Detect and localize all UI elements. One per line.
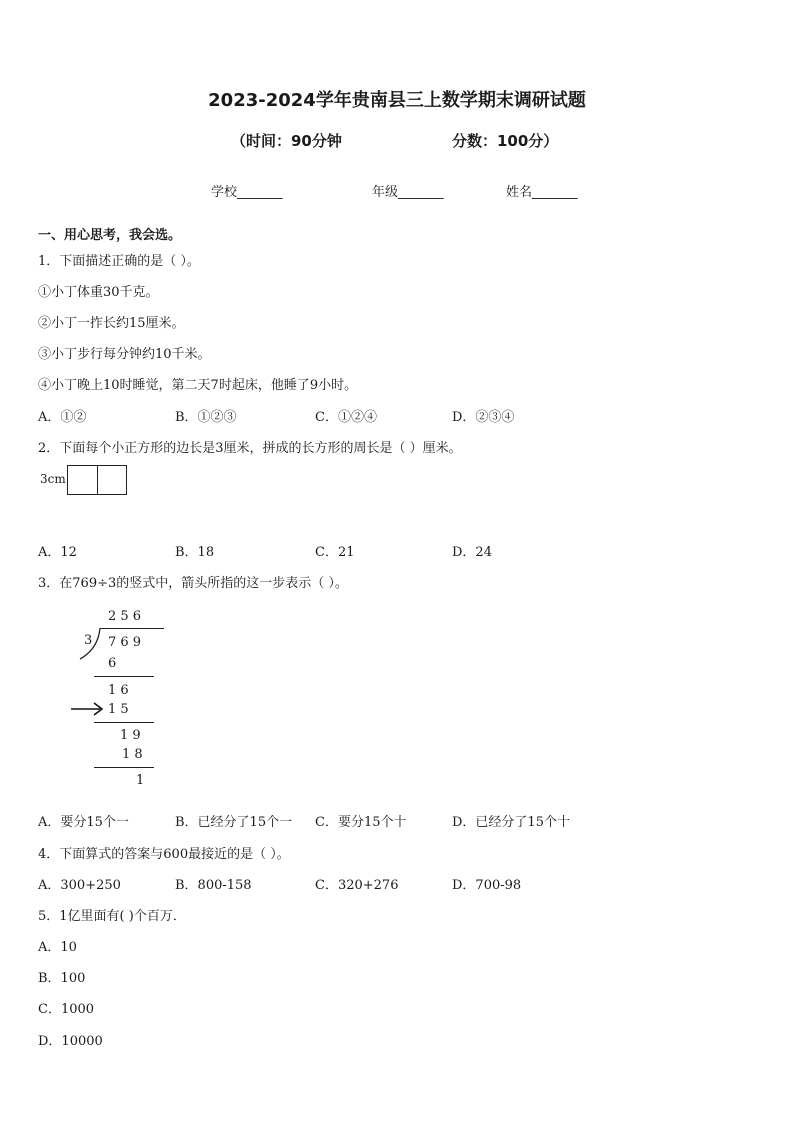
division-remainder: 1 <box>136 773 145 788</box>
division-line-1 <box>94 676 154 677</box>
question-5-option-b[interactable]: B．100 <box>38 971 86 986</box>
question-5-option-c[interactable]: C．1000 <box>38 1002 95 1017</box>
question-1-option-b[interactable]: B．①②③ <box>175 410 237 425</box>
question-1-option-c[interactable]: C．①②④ <box>315 410 377 425</box>
arrow-icon <box>70 702 106 716</box>
question-1-statement-2: ②小丁一拃长约15厘米。 <box>38 316 185 331</box>
division-bar <box>100 628 164 629</box>
question-4-option-a[interactable]: A．300+250 <box>38 878 121 893</box>
question-5-option-a[interactable]: A．10 <box>38 940 77 955</box>
division-step-2: 1 6 <box>108 683 129 698</box>
division-step-1: 6 <box>108 656 117 671</box>
school-field: 学校_______ <box>211 185 283 200</box>
question-3-option-d[interactable]: D．已经分了15个十 <box>452 815 570 830</box>
question-5-stem: 5．1亿里面有( )个百万． <box>38 909 186 924</box>
question-1-statement-3: ③小丁步行每分钟约10千米。 <box>38 347 211 362</box>
square-side-label: 3cm <box>40 472 66 486</box>
question-1-statement-1: ①小丁体重30千克。 <box>38 285 159 300</box>
question-4-option-b[interactable]: B．800-158 <box>175 878 252 893</box>
grade-field: 年级_______ <box>372 185 444 200</box>
question-3-stem: 3．在769÷3的竖式中，箭头所指的这一步表示（ ）。 <box>38 576 348 591</box>
division-quotient: 2 5 6 <box>108 609 142 624</box>
rectangle-figure <box>67 465 127 495</box>
division-step-5: 1 8 <box>122 747 143 762</box>
question-5-option-d[interactable]: D．10000 <box>38 1034 103 1049</box>
question-3-option-a[interactable]: A．要分15个一 <box>38 815 129 830</box>
question-3-option-b[interactable]: B．已经分了15个一 <box>175 815 293 830</box>
question-4-option-d[interactable]: D．700-98 <box>452 878 522 893</box>
page-title: 2023-2024学年贵南县三上数学期末调研试题 <box>208 90 586 111</box>
question-1-option-d[interactable]: D．②③④ <box>452 410 515 425</box>
question-2-option-a[interactable]: A．12 <box>38 545 77 560</box>
section-heading: 一、用心思考，我会选。 <box>38 228 182 243</box>
division-step-4: 1 9 <box>120 728 141 743</box>
question-1-option-a[interactable]: A．①② <box>38 410 87 425</box>
square-divider <box>97 466 98 494</box>
question-1-statement-4: ④小丁晚上10时睡觉，第二天7时起床，他睡了9小时。 <box>38 378 358 393</box>
question-1-stem: 1．下面描述正确的是（ ）。 <box>38 254 200 269</box>
question-2-option-c[interactable]: C．21 <box>315 545 355 560</box>
question-2-stem: 2．下面每个小正方形的边长是3厘米，拼成的长方形的周长是（ ）厘米。 <box>38 441 462 456</box>
division-line-3 <box>94 767 154 768</box>
name-field: 姓名_______ <box>506 185 578 200</box>
question-4-stem: 4．下面算式的答案与600最接近的是（ ）。 <box>38 847 290 862</box>
question-4-option-c[interactable]: C．320+276 <box>315 878 399 893</box>
division-divisor: 3 <box>84 633 93 648</box>
division-dividend: 7 6 9 <box>108 635 142 650</box>
division-line-2 <box>94 722 154 723</box>
question-2-option-b[interactable]: B．18 <box>175 545 215 560</box>
question-2-option-d[interactable]: D．24 <box>452 545 492 560</box>
score-label: 分数：100分） <box>452 132 559 150</box>
division-step-3: 1 5 <box>108 702 129 717</box>
time-label: （时间：90分钟 <box>231 132 342 150</box>
question-3-option-c[interactable]: C．要分15个十 <box>315 815 407 830</box>
long-division-figure <box>60 605 180 790</box>
